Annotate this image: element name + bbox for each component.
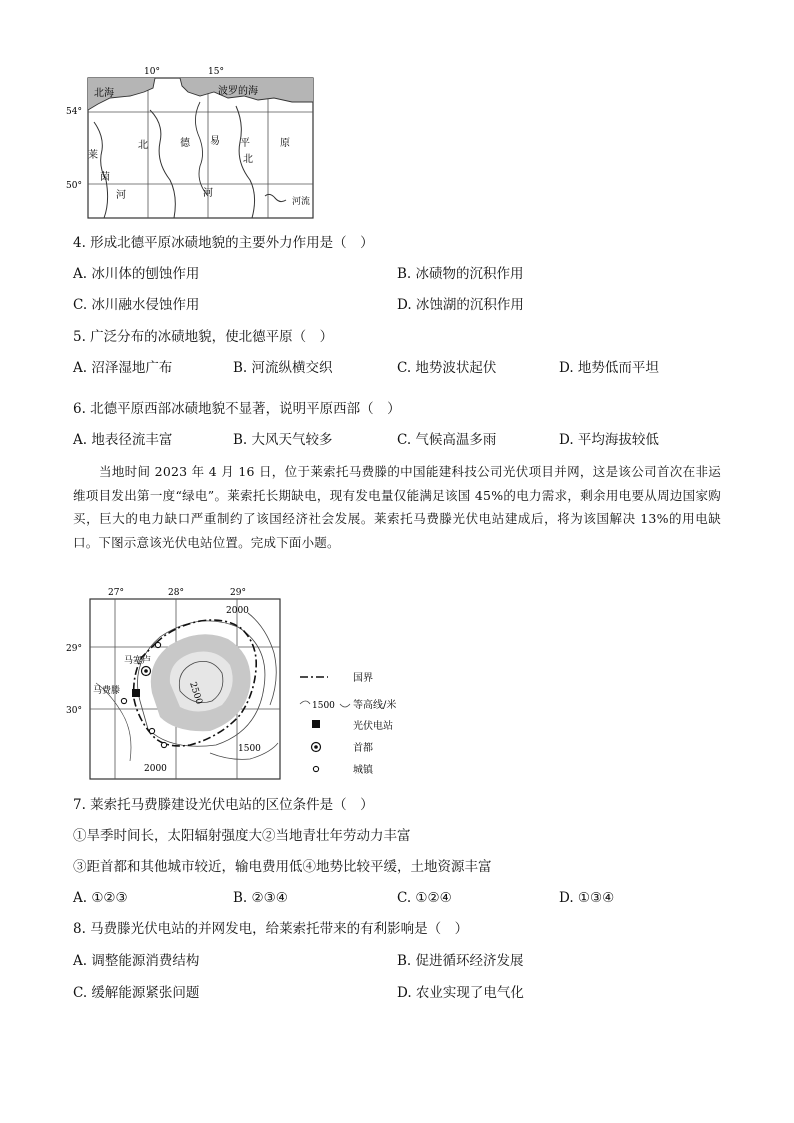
lat-label-29: 29°: [66, 644, 82, 654]
question-5-stem: 5. 广泛分布的冰碛地貌，使北德平原（ ）: [73, 329, 334, 345]
lesotho-map: [60, 583, 405, 783]
plain-char-3: 易: [210, 136, 220, 147]
contour-label-1500: 1500: [238, 744, 261, 754]
q5-option-c: C. 地势波状起伏: [397, 360, 497, 376]
elbe-char: 河: [203, 188, 213, 199]
q6-option-a: A. 地表径流丰富: [73, 432, 173, 448]
lon-label-27: 27°: [108, 588, 124, 598]
lon-label-15: 15°: [208, 67, 224, 77]
q4-option-c: C. 冰川融水侵蚀作用: [73, 297, 200, 313]
station-label: 马费滕: [93, 686, 121, 696]
q6-option-d: D. 平均海拔较低: [559, 432, 659, 448]
contour-label-2000-bottom: 2000: [144, 764, 167, 774]
q7-option-b: B. ②③④: [233, 890, 288, 906]
q7-option-d: D. ①③④: [559, 890, 615, 906]
plain-char-4: 平: [240, 138, 250, 149]
plain-char-1: 北: [138, 140, 148, 151]
legend-contour-value: 1500: [312, 701, 335, 711]
legend-contour: 等高线/米: [353, 700, 397, 711]
passage-text: 当地时间 2023 年 4 月 16 日，位于莱索托马费滕的中国能建科技公司光伏项目并网，这是该公司首次在非运维项目发出第一度“绿电”。莱索托长期缺电，现有发电量仅能满足该国 45%的电力需求，剩余用电要从周边国家购买，巨大的电力缺口严重制约了该国经济社会发展。莱索托马费滕光伏电站建成后，将为该国解决 13%的用电缺口。下图示意该光伏电站位置。完成下面小题。: [73, 464, 721, 550]
q8-option-c: C. 缓解能源紧张问题: [73, 985, 200, 1001]
question-4-stem: 4. 形成北德平原冰碛地貌的主要外力作用是（ ）: [73, 235, 374, 251]
q4-option-b: B. 冰碛物的沉积作用: [397, 266, 524, 282]
q4-option-a: A. 冰川体的刨蚀作用: [73, 266, 200, 282]
lon-label-28: 28°: [168, 588, 184, 598]
legend-capital: 首都: [353, 743, 373, 754]
rhine-char-2: 茵: [100, 172, 110, 183]
q5-option-a: A. 沼泽湿地广布: [73, 360, 173, 376]
q4-option-d: D. 冰蚀湖的沉积作用: [397, 297, 524, 313]
lon-label-10: 10°: [144, 67, 160, 77]
q5-option-b: B. 河流纵横交织: [233, 360, 333, 376]
capital-label: 马塞卢: [124, 656, 152, 666]
question-8-stem: 8. 马费滕光伏电站的并网发电，给莱索托带来的有利影响是（ ）: [73, 921, 469, 937]
q6-option-b: B. 大风天气较多: [233, 432, 333, 448]
legend-station: 光伏电站: [353, 721, 393, 732]
q6-option-c: C. 气候高温多雨: [397, 432, 497, 448]
north-german-plain-map: [60, 62, 330, 222]
q7-statements-line1: ①旱季时间长，太阳辐射强度大②当地青壮年劳动力丰富: [73, 828, 411, 844]
plain-char-2: 德: [180, 138, 190, 149]
q8-option-a: A. 调整能源消费结构: [73, 953, 200, 969]
rhine-char-3: 河: [116, 190, 126, 201]
plain-char-5: 北: [243, 154, 253, 165]
plain-char-6: 原: [280, 138, 290, 149]
north-sea-label: 北海: [94, 88, 114, 99]
q5-option-d: D. 地势低而平坦: [559, 360, 659, 376]
contour-label-2000-top: 2000: [226, 606, 249, 616]
legend-town: 城镇: [353, 765, 373, 776]
legend-river-label: 河流: [292, 197, 311, 207]
question-6-stem: 6. 北德平原西部冰碛地貌不显著，说明平原西部（ ）: [73, 401, 401, 417]
q8-option-b: B. 促进循环经济发展: [397, 953, 524, 969]
q8-option-d: D. 农业实现了电气化: [397, 985, 524, 1001]
contour-label-2500: 2500: [187, 680, 204, 706]
rhine-char-1: 莱: [88, 150, 98, 161]
lat-label-50: 50°: [66, 181, 82, 191]
lon-label-29: 29°: [230, 588, 246, 598]
lat-label-30: 30°: [66, 706, 82, 716]
q7-statements-line2: ③距首都和其他城市较近，输电费用低④地势比较平缓，土地资源丰富: [73, 859, 492, 875]
legend-border: 国界: [353, 673, 373, 684]
question-7-stem: 7. 莱索托马费滕建设光伏电站的区位条件是（ ）: [73, 797, 374, 813]
lat-label-54: 54°: [66, 107, 82, 117]
baltic-sea-label: 波罗的海: [218, 86, 258, 97]
q7-option-a: A. ①②③: [73, 890, 128, 906]
q7-option-c: C. ①②④: [397, 890, 452, 906]
